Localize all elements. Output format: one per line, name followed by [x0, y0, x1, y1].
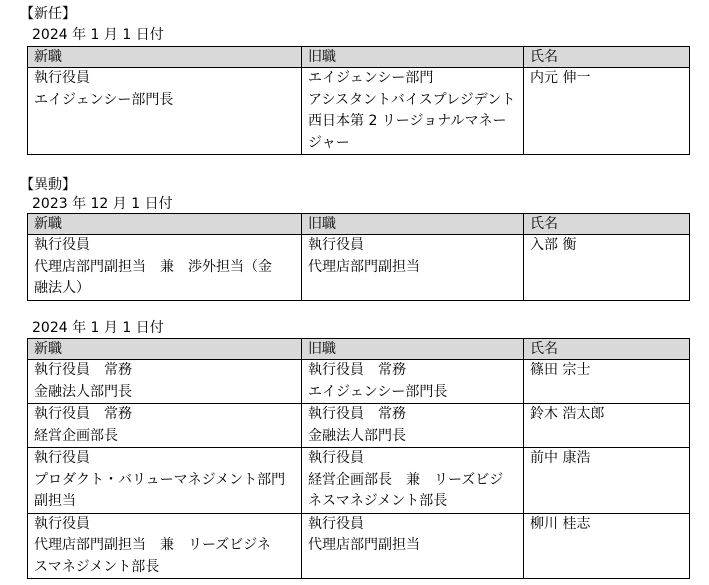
old-position-cell [302, 448, 524, 514]
person-name: 篠田 宗士 [530, 362, 591, 378]
column-header-old-position: 旧職 [302, 339, 524, 360]
cell-line: 代理店部門副担当 [308, 537, 420, 553]
person-name: 入部 衡 [530, 237, 577, 253]
cell-line: 執行役員 常務 [34, 406, 132, 422]
column-header-new-position: 新職 [28, 339, 302, 360]
column-header-name: 氏名 [524, 47, 690, 68]
person-name: 前中 康浩 [530, 450, 591, 466]
person-name-cell [524, 235, 690, 301]
cell-line: プロダクト・バリューマネジメント部門 [34, 471, 286, 488]
cell-line: 金融法人部門長 [308, 427, 406, 444]
old-position-cell [302, 68, 524, 155]
cell-line: 代理店部門副担当 兼 リーズビジネ [34, 537, 271, 553]
cell-line: 執行役員 常務 [308, 406, 406, 422]
cell-line: 経営企画部長 [34, 427, 118, 444]
cell-line: 執行役員 常務 [34, 362, 132, 378]
cell-line: 融法人） [34, 280, 90, 296]
old-position-cell [302, 513, 524, 579]
cell-line: ネスマネジメント部長 [308, 493, 448, 509]
cell-line: 代理店部門副担当 兼 渉外担当（金 [34, 258, 272, 275]
new-position-cell [28, 513, 302, 579]
cell-line: エイジェンシー部門長 [308, 383, 448, 400]
cell-line: 金融法人部門長 [34, 383, 132, 400]
column-header-name: 氏名 [524, 339, 690, 360]
cell-line: 執行役員 [308, 237, 364, 253]
section-date: 2024 年 1 月 1 日付 [32, 27, 164, 43]
cell-line: 副担当 [34, 493, 76, 509]
cell-line: 執行役員 [34, 450, 90, 466]
appointment-table-transfer-jan [27, 338, 690, 579]
table-row [28, 360, 690, 404]
new-position-cell [28, 448, 302, 514]
section-heading-transfer: 【異動】 [20, 177, 76, 193]
appointment-table-transfer-dec [27, 213, 690, 301]
section-heading-new-appointment: 【新任】 [20, 6, 76, 22]
person-name: 柳川 桂志 [530, 515, 591, 532]
table-row [28, 68, 690, 155]
column-header-name: 氏名 [524, 214, 690, 235]
column-header-old-position: 旧職 [302, 47, 524, 68]
column-header-new-position: 新職 [28, 214, 302, 235]
person-name-cell [524, 360, 690, 404]
table-row [28, 448, 690, 514]
column-header-old-position: 旧職 [302, 214, 524, 235]
person-name: 内元 伸一 [530, 70, 591, 86]
new-position-cell [28, 360, 302, 404]
new-position-cell [28, 68, 302, 155]
appointment-table-new [27, 46, 690, 155]
table-row [28, 404, 690, 448]
table-row [28, 235, 690, 301]
cell-line: 執行役員 [34, 237, 90, 253]
cell-line: 執行役員 [34, 70, 90, 86]
cell-line: エイジェンシー部門長 [34, 91, 174, 108]
old-position-cell [302, 360, 524, 404]
table-header-row [28, 47, 690, 68]
cell-line: エイジェンシー部門 [308, 70, 434, 86]
table-header-row [28, 339, 690, 360]
section-date: 2023 年 12 月 1 日付 [32, 196, 173, 212]
cell-line: 西日本第 2 リージョナルマネー [308, 113, 507, 129]
cell-line: 代理店部門副担当 [308, 258, 420, 275]
table-row [28, 513, 690, 579]
new-position-cell [28, 235, 302, 301]
cell-line: 執行役員 [308, 450, 364, 466]
cell-line: 執行役員 [34, 515, 90, 532]
cell-line: 執行役員 常務 [308, 362, 406, 378]
column-header-new-position: 新職 [28, 47, 302, 68]
person-name: 鈴木 浩太郎 [530, 406, 605, 422]
table-header-row [28, 214, 690, 235]
cell-line: アシスタントバイスプレジデント [308, 91, 516, 108]
person-name-cell [524, 404, 690, 448]
person-name-cell [524, 513, 690, 579]
person-name-cell [524, 68, 690, 155]
cell-line: ジャー [308, 134, 350, 151]
person-name-cell [524, 448, 690, 514]
cell-line: 執行役員 [308, 515, 364, 532]
new-position-cell [28, 404, 302, 448]
old-position-cell [302, 235, 524, 301]
cell-line: スマネジメント部長 [34, 558, 160, 575]
old-position-cell [302, 404, 524, 448]
section-date: 2024 年 1 月 1 日付 [32, 320, 164, 336]
cell-line: 経営企画部長 兼 リーズビジ [308, 471, 504, 488]
